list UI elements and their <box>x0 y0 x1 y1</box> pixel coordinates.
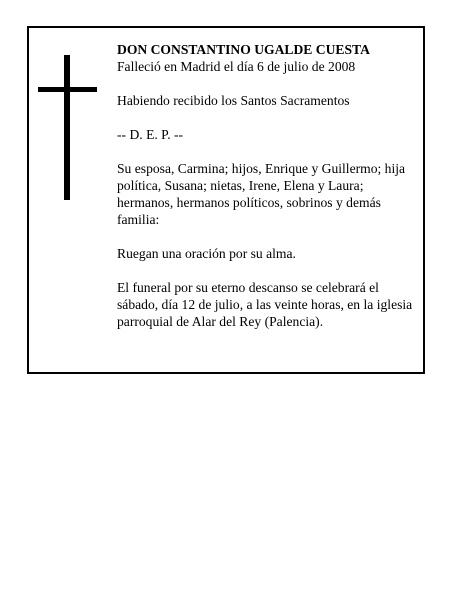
obituary-notice <box>27 26 425 374</box>
cross-icon <box>38 55 98 200</box>
death-line: Falleció en Madrid el día 6 de julio de 2008 <box>117 59 356 74</box>
sacraments-line: Habiendo recibido los Santos Sacramentos <box>117 93 350 108</box>
cross-horizontal-bar <box>38 87 97 92</box>
funeral-paragraph: El funeral por su eterno descanso se celebrará el sábado, día 12 de julio, a las veinte horas, en la iglesia parroquial de Alar del Rey (Palencia). <box>117 280 413 329</box>
obituary-text <box>117 41 422 330</box>
cross-vertical-bar <box>64 55 70 200</box>
family-paragraph: Su esposa, Carmina; hijos, Enrique y Guillermo; hija política, Susana; nietas, Irene, Elena y Laura; hermanos, hermanos políticos, sobrinos y demás familia: <box>117 161 406 227</box>
rip-line: -- D. E. P. -- <box>117 127 184 142</box>
prayer-line: Ruegan una oración por su alma. <box>117 246 296 261</box>
deceased-name: DON CONSTANTINO UGALDE CUESTA <box>117 42 370 57</box>
